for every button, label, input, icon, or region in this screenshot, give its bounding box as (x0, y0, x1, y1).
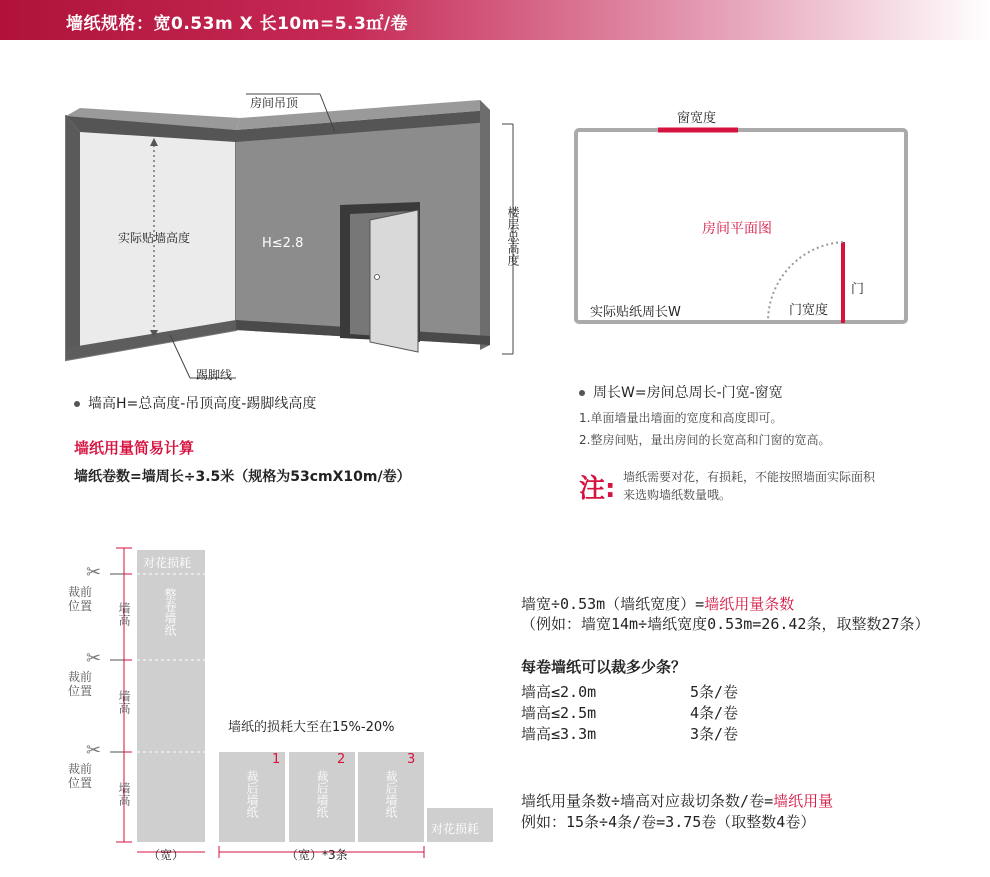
floor-height-label: 楼层总高度 (506, 206, 520, 266)
strip-number: 1 (272, 752, 281, 767)
height-row-2: 墙高≤2.5m (521, 704, 597, 722)
window-label: 窗宽度 (677, 111, 717, 126)
door-width-label: 门宽度 (789, 303, 829, 318)
calc-title: 墙纸用量简易计算 (74, 439, 195, 457)
cut-strip-label: 裁后墙纸 (315, 770, 329, 818)
strip-number: 3 (407, 752, 416, 767)
cut-position-label: 裁前位置 (68, 670, 93, 698)
perimeter-label: 实际贴纸周长W (590, 305, 681, 320)
cut-position-label: 裁前位置 (68, 585, 93, 613)
plan-title: 房间平面图 (702, 221, 772, 237)
cut-strip-label: 裁后墙纸 (384, 770, 398, 818)
baseboard-label: 踢脚线 (196, 368, 233, 382)
bullet-icon (74, 401, 80, 407)
strip-count-example: （例如：墙宽14m÷墙纸宽度0.53m=26.42条，取整数27条） (521, 615, 930, 633)
actual-height-label: 实际贴墙高度 (118, 231, 191, 245)
note-2: 2.整房间贴，量出房间的长宽高和门窗的宽高。 (579, 433, 831, 447)
scissors-icon: ✂ (86, 562, 102, 583)
strip-count-formula: 墙宽÷0.53m（墙纸宽度）=墙纸用量条数 (521, 595, 795, 613)
height-formula: 墙高H=总高度-吊顶高度-踢脚线高度 (74, 393, 316, 413)
note-line-2: 来选购墙纸数量哦。 (623, 488, 732, 502)
ceiling-label: 房间吊顶 (250, 96, 299, 110)
count-row-3: 3条/卷 (690, 725, 739, 743)
scissors-icon: ✂ (86, 648, 102, 669)
perimeter-formula: 周长W=房间总周长-门宽-窗宽 (579, 382, 783, 402)
wall-height-label: 墙高 (117, 690, 131, 714)
h-label: H≤2.8 (262, 236, 304, 251)
waste-label: 对花损耗 (431, 822, 480, 836)
note-line-1: 墙纸需要对花，有损耗，不能按照墙面实际面积 (623, 470, 876, 484)
waste-label: 对花损耗 (143, 556, 192, 570)
strips-per-roll-title: 每卷墙纸可以裁多少条？ (521, 658, 687, 676)
rolls-formula: 墙纸用量条数÷墙高对应裁切条数/卷=墙纸用量 (521, 792, 834, 810)
width-label: （宽） (148, 848, 185, 862)
width3-label: （宽）*3条 (286, 848, 348, 862)
note-1: 1.单面墙量出墙面的宽度和高度即可。 (579, 411, 783, 425)
whole-roll-label: 整卷墙纸 (163, 588, 177, 636)
calc-formula: 墙纸卷数=墙周长÷3.5米（规格为53cmX10m/卷） (74, 469, 411, 485)
wall-height-label: 墙高 (117, 602, 131, 626)
cut-strip-label: 裁后墙纸 (245, 770, 259, 818)
door-label: 门 (851, 282, 865, 297)
note-mark: 注: (579, 474, 616, 504)
loss-text: 墙纸的损耗大至在15%-20% (228, 720, 395, 735)
height-row-1: 墙高≤2.0m (521, 683, 597, 701)
bullet-icon (579, 390, 585, 396)
count-row-1: 5条/卷 (690, 683, 739, 701)
strip-number: 2 (337, 752, 346, 767)
wall-height-label: 墙高 (117, 782, 131, 806)
scissors-icon: ✂ (86, 740, 102, 761)
cut-position-label: 裁前位置 (68, 762, 93, 790)
rolls-example: 例如：15条÷4条/卷=3.75卷（取整数4卷） (521, 813, 816, 831)
count-row-2: 4条/卷 (690, 704, 739, 722)
height-row-3: 墙高≤3.3m (521, 725, 597, 743)
page-title: 墙纸规格：宽0.53m X 长10m=5.3㎡/卷 (66, 14, 409, 34)
